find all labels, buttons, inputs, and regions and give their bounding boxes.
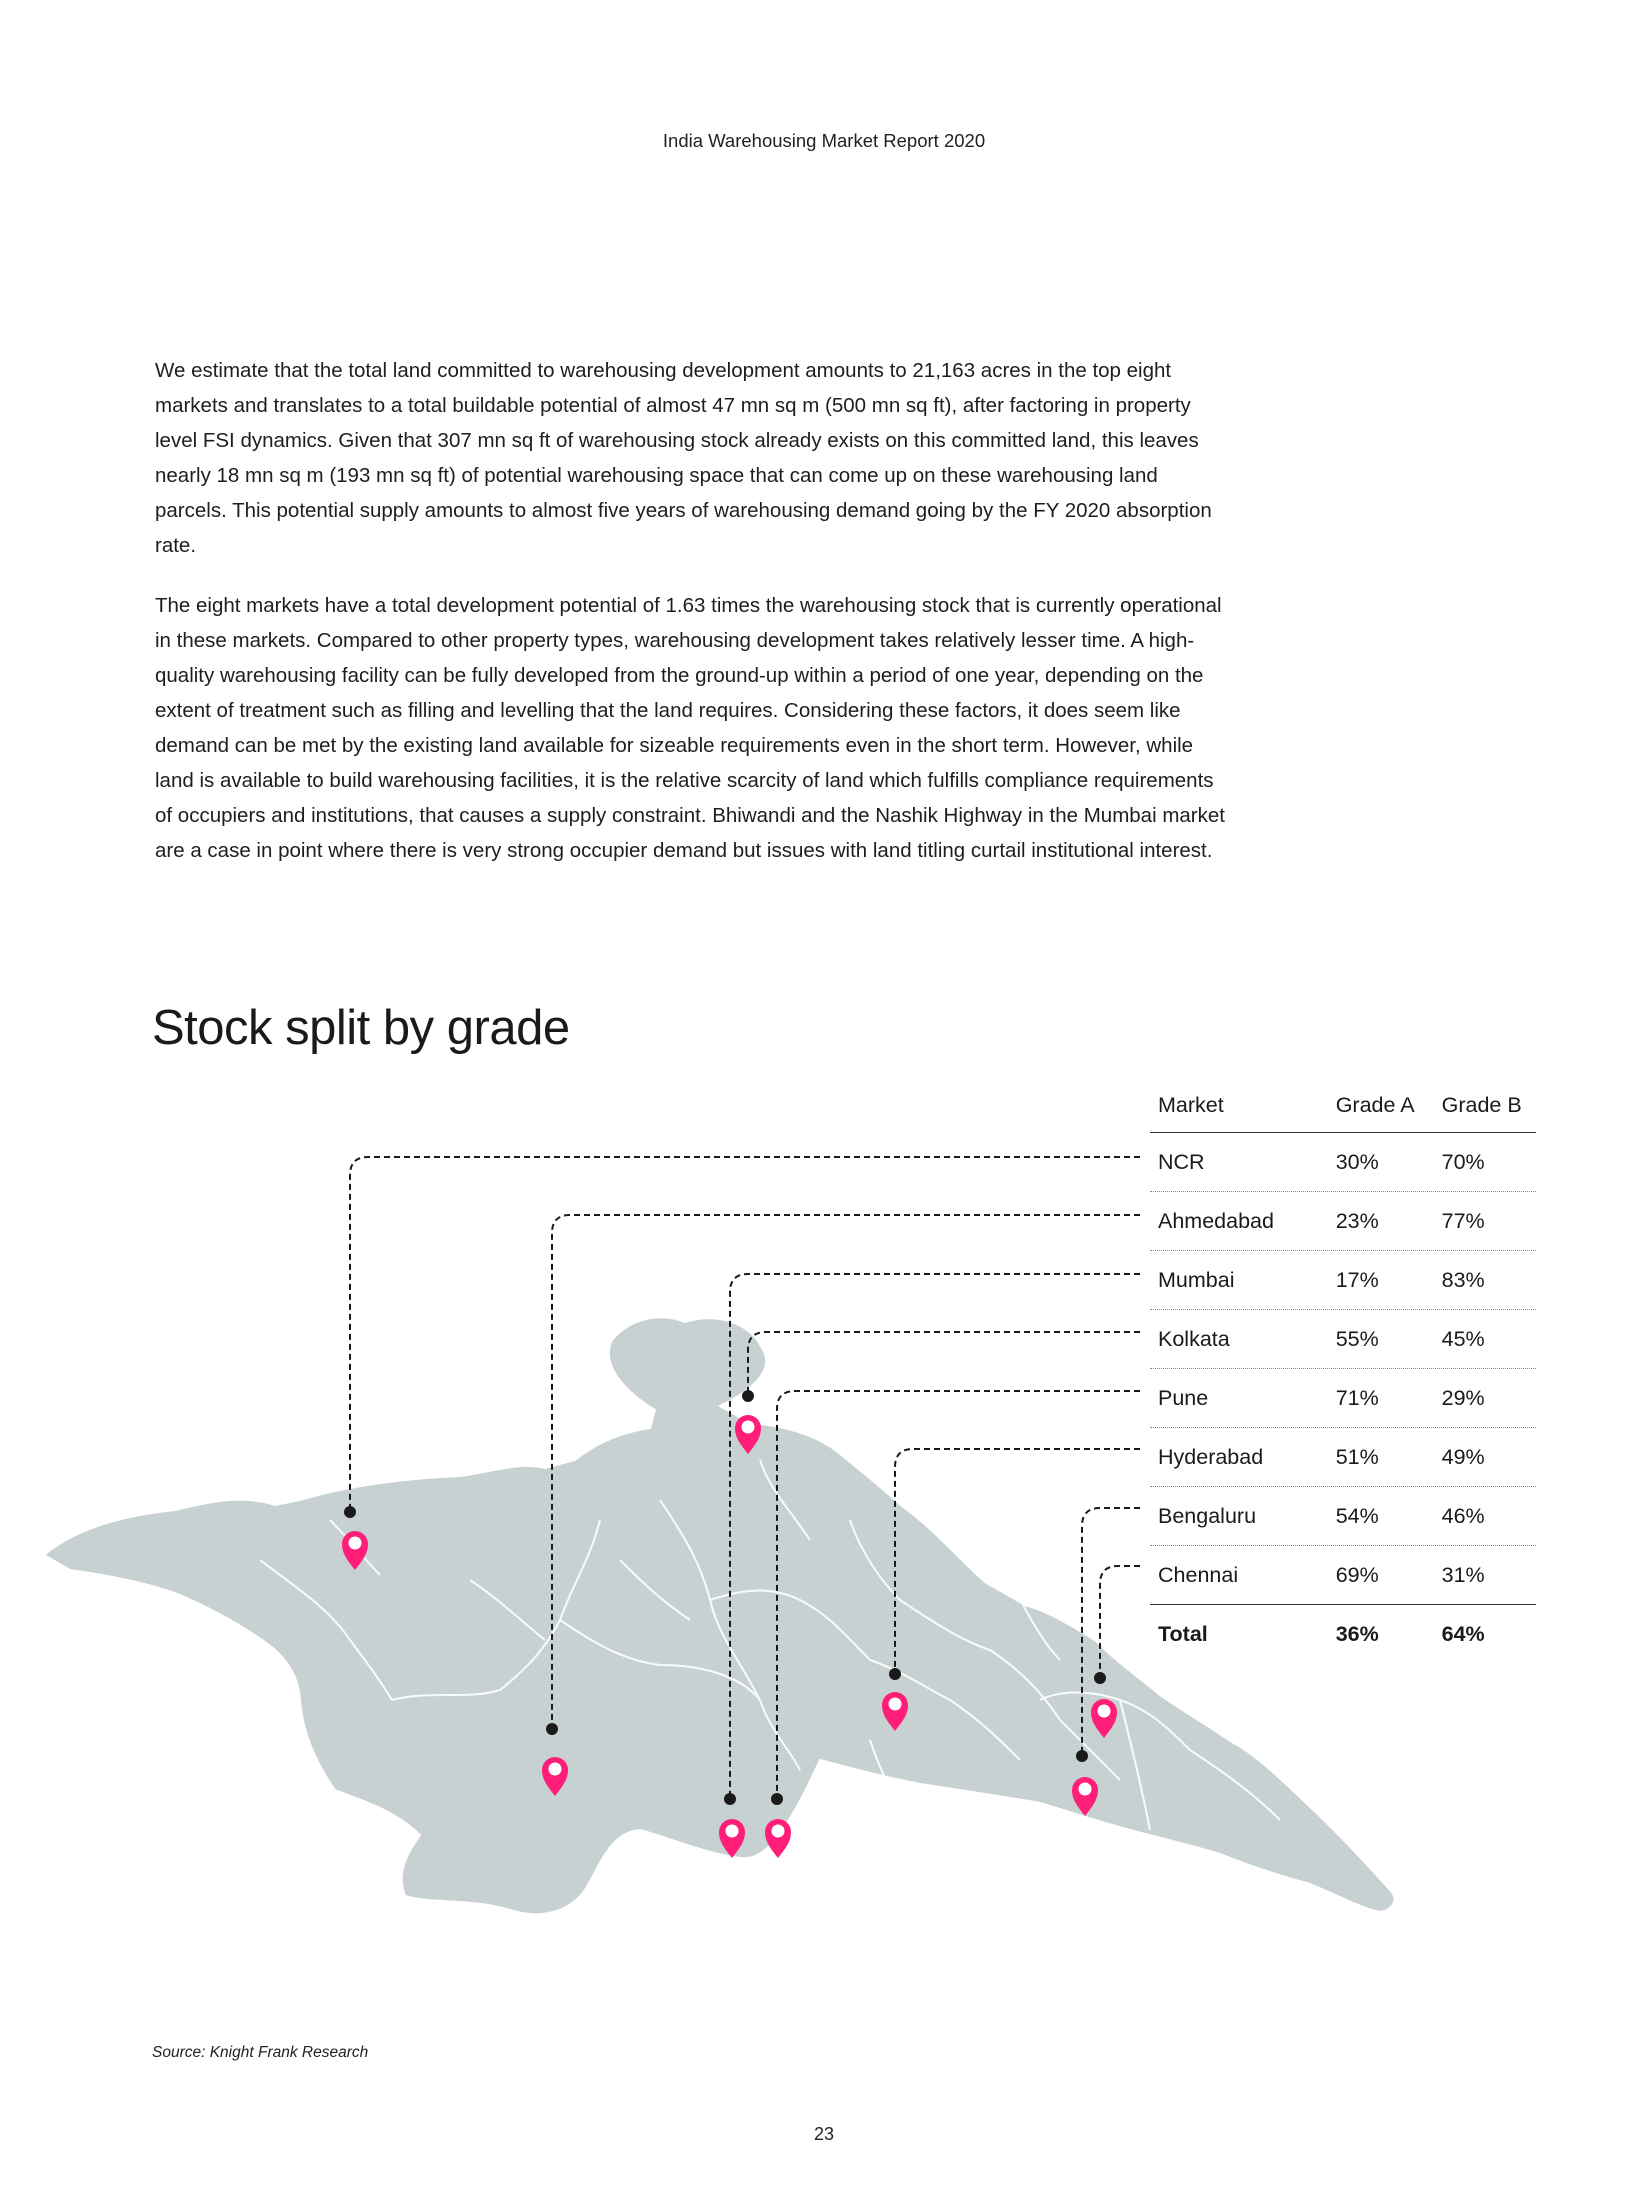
dot-chennai <box>1094 1672 1106 1684</box>
section-title: Stock split by grade <box>152 1001 570 1055</box>
dot-kolkata <box>742 1390 754 1402</box>
market-name: Pune <box>1158 1385 1209 1410</box>
market-name: Chennai <box>1158 1562 1239 1587</box>
grade-b-value: 49% <box>1441 1444 1485 1469</box>
dot-bengaluru <box>1076 1750 1088 1762</box>
grade-b-value: 83% <box>1441 1267 1485 1292</box>
grade-b-value: 70% <box>1441 1149 1485 1174</box>
table-total-row <box>1150 1605 1536 1663</box>
dot-pune <box>771 1793 783 1805</box>
grade-a-value: 54% <box>1335 1503 1379 1528</box>
page-number: 23 <box>813 2124 835 2144</box>
table-row <box>1150 1428 1536 1487</box>
market-name: Hyderabad <box>1158 1444 1264 1469</box>
table-row <box>1150 1133 1536 1192</box>
grade-a-value: 69% <box>1335 1562 1379 1587</box>
grade-b-value: 46% <box>1441 1503 1485 1528</box>
total-label: Total <box>1158 1621 1208 1646</box>
header-grade-b: Grade B <box>1441 1092 1522 1117</box>
paragraph-text: The eight markets have a total development potential of 1.63 times the warehousing stock that is currently operational in these markets. Compared to other property types, warehousing development takes relatively lesser time. A high-quality warehousing facility can be fully developed from the ground-up within a period of one year, depending on the extent of treatment such as filling and levelling that the land requires. Considering these factors, it does seem like demand can be met by the existing land available for sizeable requirements even in the short term. However, while land is available to build warehousing facilities, it is the relative scarcity of land which fulfills compliance requirements of occupiers and institutions, that causes a supply constraint. Bhiwandi and the Nashik Highway in the Mumbai market are a case in point where there is very strong occupier demand but issues with land titling curtail institutional interest. <box>155 594 1225 862</box>
grade-a-value: 30% <box>1335 1149 1379 1174</box>
table-row <box>1150 1369 1536 1428</box>
paragraph-text: We estimate that the total land committed to warehousing development amounts to 21,163 acres in the top eight markets and translates to a total buildable potential of almost 47 mn sq m (500 mn sq ft), after factoring in property level FSI dynamics. Given that 307 mn sq ft of warehousing stock already exists on this committed land, this leaves nearly 18 mn sq m (193 mn sq ft) of potential warehousing space that can come up on these warehousing land parcels. This potential supply amounts to almost five years of warehousing demand going by the FY 2020 absorption rate. <box>155 359 1212 557</box>
stock-grade-table <box>1150 1078 1536 1663</box>
body-paragraph-2 <box>155 588 1230 868</box>
dot-ahmedabad <box>546 1723 558 1735</box>
report-header: India Warehousing Market Report 2020 <box>662 130 986 151</box>
grade-b-value: 45% <box>1441 1326 1485 1351</box>
market-name: Kolkata <box>1158 1326 1230 1351</box>
grade-a-value: 17% <box>1335 1267 1379 1292</box>
table-header-row <box>1150 1078 1536 1133</box>
body-paragraph-1 <box>155 353 1230 563</box>
grade-b-value: 29% <box>1441 1385 1485 1410</box>
grade-a-value: 51% <box>1335 1444 1379 1469</box>
table-row <box>1150 1310 1536 1369</box>
dot-ncr <box>344 1506 356 1518</box>
table-row <box>1150 1251 1536 1310</box>
market-name: Bengaluru <box>1158 1503 1257 1528</box>
market-name: Mumbai <box>1158 1267 1235 1292</box>
grade-b-value: 77% <box>1441 1208 1485 1233</box>
table-row <box>1150 1192 1536 1251</box>
total-grade-b: 64% <box>1441 1621 1485 1646</box>
header-market: Market <box>1158 1092 1224 1117</box>
dot-hyderabad <box>889 1668 901 1680</box>
leader-kolkata <box>748 1332 1140 1392</box>
total-grade-a: 36% <box>1335 1621 1379 1646</box>
dot-mumbai <box>724 1793 736 1805</box>
grade-a-value: 71% <box>1335 1385 1379 1410</box>
market-name: NCR <box>1158 1149 1205 1174</box>
header-grade-a: Grade A <box>1335 1092 1415 1117</box>
table-row <box>1150 1487 1536 1546</box>
table-row <box>1150 1546 1536 1605</box>
pin-pune-icon <box>765 1819 791 1858</box>
grade-a-value: 55% <box>1335 1326 1379 1351</box>
market-name: Ahmedabad <box>1158 1208 1274 1233</box>
grade-a-value: 23% <box>1335 1208 1379 1233</box>
source-note: Source: Knight Frank Research <box>152 2044 369 2061</box>
grade-b-value: 31% <box>1441 1562 1485 1587</box>
